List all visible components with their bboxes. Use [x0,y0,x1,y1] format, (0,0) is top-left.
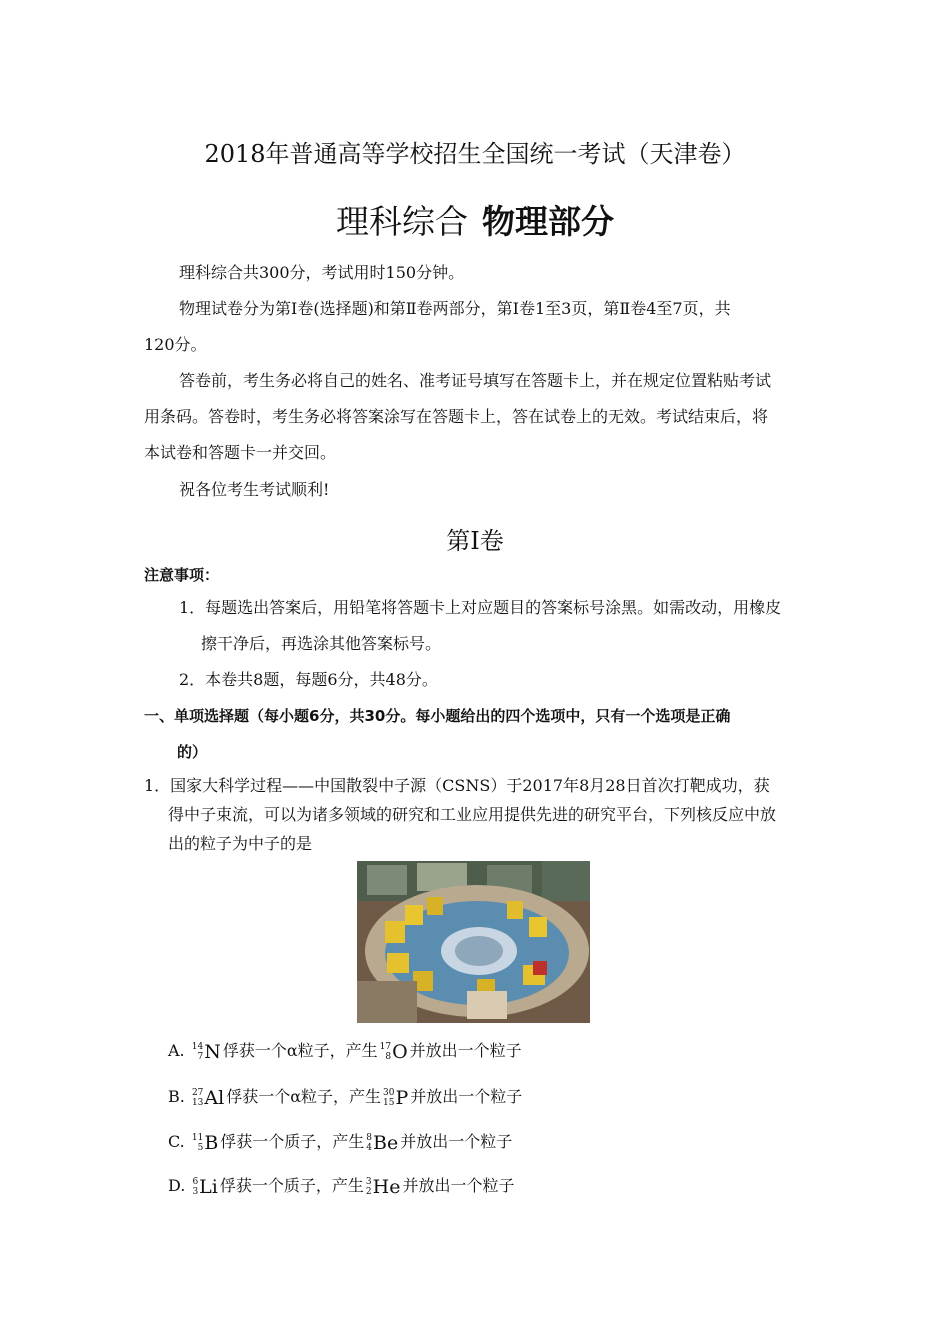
mass-number: 17 [379,1041,392,1052]
intro-paragraph-3-line-3: 本试卷和答题卡一并交回。 [144,443,337,462]
subject-title-part: 物理部分 [482,202,614,241]
option-text-end: 并放出一个粒子 [410,1087,523,1106]
element-symbol: Al [204,1086,225,1109]
atomic-number: 4 [366,1142,373,1153]
intro-paragraph-3-line-1: 答卷前，考生务必将自己的姓名、准考证号填写在答题卡上，并在规定位置粘贴考试 [179,371,772,390]
intro-paragraph-3-line-2: 用条码。答卷时，考生务必将答案涂写在答题卡上，答在试卷上的无效。考试结束后，将 [144,407,769,426]
element-symbol: Be [373,1131,399,1154]
atomic-number: 13 [191,1097,204,1108]
intro-paragraph-2-line-1: 物理试卷分为第Ⅰ卷(选择题)和第Ⅱ卷两部分，第Ⅰ卷1至3页，第Ⅱ卷4至7页，共 [179,299,731,318]
question-1-line-3: 出的粒子为中子的是 [168,834,313,853]
option-a[interactable] [168,1038,522,1065]
option-text-end: 并放出一个粒子 [402,1176,515,1195]
option-d[interactable] [168,1173,514,1200]
option-c[interactable] [168,1129,512,1156]
atomic-number: 7 [197,1051,204,1062]
notes-title: 注意事项： [144,566,220,584]
csns-facility-photo [357,861,590,1023]
mass-number: 27 [191,1087,204,1098]
option-b[interactable] [168,1084,522,1111]
note-1-line-1: 1．每题选出答案后，用铅笔将答题卡上对应题目的答案标号涂黑。如需改动，用橡皮 [179,598,782,617]
option-text: 俘获一个α粒子，产生 [222,1041,378,1060]
nuclide-oxygen-17 [380,1039,408,1065]
option-text: 俘获一个质子，产生 [219,1176,364,1195]
nuclide-beryllium-8 [366,1130,398,1156]
nuclide-helium-3 [366,1174,401,1200]
atomic-number: 8 [385,1051,392,1062]
option-text: 俘获一个α粒子，产生 [226,1087,382,1106]
mass-number: 14 [191,1041,204,1052]
atomic-number: 15 [383,1097,395,1108]
mass-number: 11 [191,1132,204,1143]
element-symbol: P [395,1086,409,1109]
intro-paragraph-4: 祝各位考生考试顺利! [179,480,330,499]
nuclide-aluminium-27 [192,1085,224,1111]
option-text: 俘获一个质子，产生 [220,1132,365,1151]
subject-title-main: 理科综合 [336,202,468,241]
question-1-line-1: 1．国家大科学过程——中国散裂中子源（CSNS）于2017年8月28日首次打靶成功，获 [144,776,770,795]
subject-title [0,196,950,243]
option-label: D. [168,1176,186,1195]
nuclide-phosphorus-30 [383,1085,408,1111]
nuclide-boron-11 [192,1130,218,1156]
nuclide-nitrogen-14 [192,1039,221,1065]
option-label: B. [168,1087,185,1106]
element-symbol: Li [199,1175,218,1198]
section-heading: 第Ⅰ卷 [446,527,504,555]
atomic-number: 3 [192,1186,199,1197]
mass-number: 30 [383,1087,395,1098]
element-symbol: O [392,1040,408,1063]
option-label: A. [168,1041,185,1060]
option-text-end: 并放出一个粒子 [400,1132,513,1151]
part-title-line-1: 一、单项选择题（每小题6分，共30分。每小题给出的四个选项中，只有一个选项是正确 [144,707,731,725]
part-title-line-2: 的） [177,743,208,761]
element-symbol: He [372,1175,401,1198]
intro-paragraph-1: 理科综合共300分，考试用时150分钟。 [179,263,465,282]
exam-title: 2018年普通高等学校招生全国统一考试（天津卷） [204,140,746,168]
option-label: C. [168,1132,185,1151]
element-symbol: B [204,1131,219,1154]
intro-paragraph-2-line-2: 120分。 [144,335,207,354]
note-1-line-2: 擦干净后，再选涂其他答案标号。 [201,634,442,653]
question-1-line-2: 得中子束流，可以为诸多领域的研究和工业应用提供先进的研究平台，下列核反应中放 [168,805,777,824]
mass-number: 6 [192,1176,199,1187]
note-2: 2．本卷共8题，每题6分，共48分。 [179,670,438,689]
nuclide-lithium-6 [192,1174,217,1200]
mass-number: 3 [365,1176,372,1187]
csns-facility-illustration [357,861,590,1023]
mass-number: 8 [366,1132,373,1143]
atomic-number: 2 [365,1186,372,1197]
option-text-end: 并放出一个粒子 [409,1041,522,1060]
element-symbol: N [204,1040,221,1063]
atomic-number: 5 [197,1142,204,1153]
